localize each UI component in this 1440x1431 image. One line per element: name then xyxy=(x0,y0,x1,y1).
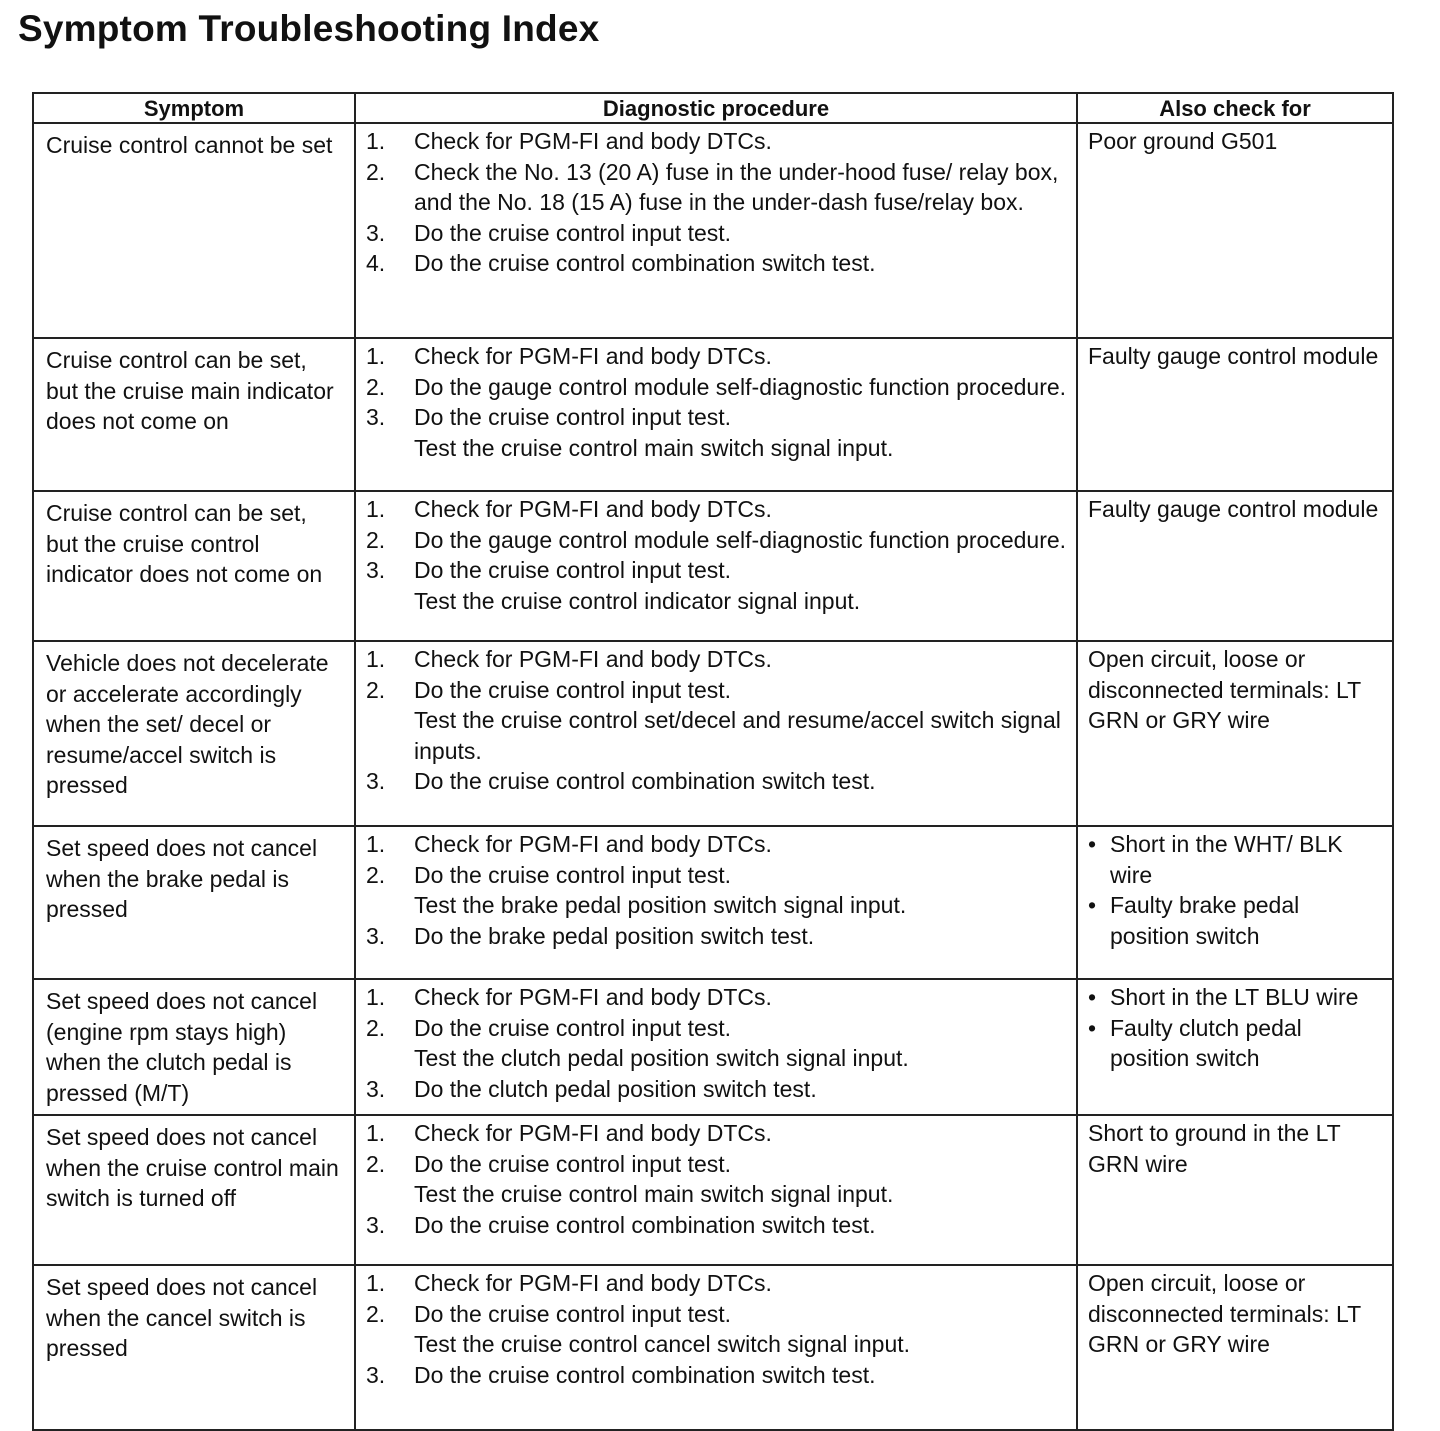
step-text: Do the cruise control input test. xyxy=(414,1014,732,1041)
step-text: Check for PGM-FI and body DTCs. xyxy=(414,831,772,857)
procedure-substep: Test the cruise control cancel switch signal input. xyxy=(414,1331,911,1357)
procedure-step xyxy=(366,248,1068,279)
header-diagnostic-procedure: Diagnostic procedure xyxy=(355,93,1077,123)
also-check-cell: Poor ground G501 xyxy=(1077,123,1393,338)
procedure-step xyxy=(366,644,1068,675)
procedure-step xyxy=(366,675,1068,706)
step-number: 1. xyxy=(366,984,386,1010)
step-text: Do the cruise control input test. xyxy=(414,1300,732,1327)
procedure-step xyxy=(366,766,1068,797)
procedure-step xyxy=(366,525,1068,556)
step-number: 1. xyxy=(366,128,386,154)
also-check-text: Faulty brake pedal position switch xyxy=(1110,892,1300,949)
procedure-substep: Test the brake pedal position switch signal input. xyxy=(414,892,907,918)
step-text: Do the cruise control combination switch test. xyxy=(414,250,876,276)
step-number: 3. xyxy=(366,1211,386,1238)
step-number: 3. xyxy=(366,404,386,430)
procedure-steps xyxy=(366,1118,1068,1240)
procedure-step xyxy=(366,1360,1068,1391)
table-row xyxy=(33,123,1393,338)
procedure-cell xyxy=(355,826,1077,979)
step-text: Check for PGM-FI and body DTCs. xyxy=(414,1120,772,1146)
bullet-icon: • xyxy=(1088,1014,1097,1041)
step-text: Do the cruise control input test. xyxy=(414,219,732,246)
also-check-item xyxy=(1088,890,1384,951)
step-number: 4. xyxy=(366,250,386,276)
step-text: Check for PGM-FI and body DTCs. xyxy=(414,128,772,154)
table-row xyxy=(33,1115,1393,1265)
step-number: 2. xyxy=(366,158,386,185)
procedure-step xyxy=(366,402,1068,433)
step-text: Check for PGM-FI and body DTCs. xyxy=(414,646,772,672)
procedure-step xyxy=(366,157,1068,218)
procedure-step xyxy=(366,341,1068,372)
step-number: 2. xyxy=(366,1150,386,1177)
step-text: Do the cruise control combination switch test. xyxy=(414,1361,876,1388)
table-row xyxy=(33,979,1393,1115)
procedure-steps xyxy=(366,644,1068,797)
step-number: 2. xyxy=(366,373,386,400)
symptom-cell: Cruise control can be set, but the cruise main indicator does not come on xyxy=(33,338,355,491)
procedure-substep: Test the cruise control main switch signal input. xyxy=(414,434,894,461)
step-text: Do the cruise control combination switch test. xyxy=(414,768,876,794)
procedure-substep: Test the clutch pedal position switch signal input. xyxy=(414,1045,909,1071)
step-number: 2. xyxy=(366,526,386,553)
step-number: 1. xyxy=(366,343,386,369)
also-check-cell xyxy=(1077,979,1393,1115)
symptom-cell: Cruise control cannot be set xyxy=(33,123,355,338)
also-check-cell: Short to ground in the LT GRN wire xyxy=(1077,1115,1393,1265)
step-text: Do the cruise control input test. xyxy=(414,404,732,430)
procedure-step xyxy=(366,829,1068,860)
step-number: 3. xyxy=(366,1361,386,1388)
also-check-list xyxy=(1088,982,1384,1074)
procedure-step xyxy=(366,494,1068,525)
table-row xyxy=(33,641,1393,826)
also-check-item xyxy=(1088,982,1384,1013)
step-text: Check for PGM-FI and body DTCs. xyxy=(414,984,772,1010)
procedure-step xyxy=(366,1074,1068,1105)
bullet-icon: • xyxy=(1088,892,1097,918)
step-number: 3. xyxy=(366,219,386,246)
procedure-substep: Test the cruise control indicator signal input. xyxy=(414,587,861,614)
step-text: Do the gauge control module self-diagnostic function procedure. xyxy=(414,526,1067,553)
procedure-steps xyxy=(366,341,1068,463)
table-row xyxy=(33,826,1393,979)
step-text: Do the cruise control input test. xyxy=(414,557,732,583)
also-check-item xyxy=(1088,1013,1384,1074)
step-number: 1. xyxy=(366,646,386,672)
table-row xyxy=(33,491,1393,641)
procedure-cell xyxy=(355,1265,1077,1430)
bullet-icon: • xyxy=(1088,984,1097,1010)
step-number: 1. xyxy=(366,831,386,857)
procedure-substep: Test the cruise control set/decel and resume/accel switch signal inputs. xyxy=(414,707,1061,764)
also-check-text: Faulty clutch pedal position switch xyxy=(1110,1014,1302,1071)
step-text: Check for PGM-FI and body DTCs. xyxy=(414,496,772,522)
step-number: 1. xyxy=(366,496,386,522)
bullet-icon: • xyxy=(1088,831,1097,857)
procedure-step xyxy=(366,982,1068,1013)
step-number: 2. xyxy=(366,676,386,703)
symptom-cell: Vehicle does not decelerate or accelerate accordingly when the set/ decel or resume/accel switch is pressed xyxy=(33,641,355,826)
also-check-list xyxy=(1088,829,1384,951)
page-title: Symptom Troubleshooting Index xyxy=(18,8,600,49)
step-number: 2. xyxy=(366,1300,386,1327)
procedure-cell xyxy=(355,491,1077,641)
step-number: 3. xyxy=(366,1075,386,1102)
procedure-steps xyxy=(366,494,1068,616)
procedure-step xyxy=(366,1210,1068,1241)
procedure-steps xyxy=(366,126,1068,279)
symptom-cell: Set speed does not cancel (engine rpm stays high) when the clutch pedal is pressed (M/T) xyxy=(33,979,355,1115)
procedure-step xyxy=(366,372,1068,403)
header-symptom: Symptom xyxy=(33,93,355,123)
also-check-item xyxy=(1088,829,1384,890)
symptom-cell: Cruise control can be set, but the cruise control indicator does not come on xyxy=(33,491,355,641)
also-check-cell: Faulty gauge control module xyxy=(1077,338,1393,491)
also-check-cell: Faulty gauge control module xyxy=(1077,491,1393,641)
symptom-cell: Set speed does not cancel when the cancel switch is pressed xyxy=(33,1265,355,1430)
also-check-cell xyxy=(1077,826,1393,979)
also-check-text: Short in the WHT/ BLK wire xyxy=(1110,831,1343,888)
procedure-step xyxy=(366,921,1068,952)
procedure-step xyxy=(366,555,1068,586)
step-text: Do the cruise control input test. xyxy=(414,676,732,703)
procedure-step xyxy=(366,1299,1068,1330)
procedure-cell xyxy=(355,641,1077,826)
procedure-step xyxy=(366,860,1068,891)
header-also-check-for: Also check for xyxy=(1077,93,1393,123)
step-text: Check the No. 13 (20 A) fuse in the under-hood fuse/ relay box, and the No. 18 (15 A) fuse in the under-dash fuse/relay box. xyxy=(414,158,1059,215)
step-number: 2. xyxy=(366,1014,386,1041)
procedure-cell xyxy=(355,123,1077,338)
also-check-cell: Open circuit, loose or disconnected terminals: LT GRN or GRY wire xyxy=(1077,1265,1393,1430)
step-text: Check for PGM-FI and body DTCs. xyxy=(414,1270,772,1296)
procedure-steps xyxy=(366,982,1068,1104)
step-number: 3. xyxy=(366,922,386,949)
procedure-step xyxy=(366,1013,1068,1044)
step-number: 2. xyxy=(366,861,386,888)
step-number: 3. xyxy=(366,768,386,794)
step-text: Do the cruise control input test. xyxy=(414,1150,732,1177)
also-check-cell: Open circuit, loose or disconnected terminals: LT GRN or GRY wire xyxy=(1077,641,1393,826)
symptom-cell: Set speed does not cancel when the brake pedal is pressed xyxy=(33,826,355,979)
table-row xyxy=(33,338,1393,491)
step-text: Do the brake pedal position switch test. xyxy=(414,922,815,949)
procedure-step xyxy=(366,1118,1068,1149)
procedure-step xyxy=(366,126,1068,157)
step-text: Do the cruise control combination switch test. xyxy=(414,1211,876,1238)
procedure-cell xyxy=(355,1115,1077,1265)
procedure-substep: Test the cruise control main switch signal input. xyxy=(414,1181,894,1207)
step-text: Do the cruise control input test. xyxy=(414,861,732,888)
procedure-steps xyxy=(366,829,1068,951)
procedure-cell xyxy=(355,338,1077,491)
procedure-step xyxy=(366,1268,1068,1299)
table-header-row xyxy=(33,93,1393,123)
symptom-cell: Set speed does not cancel when the cruise control main switch is turned off xyxy=(33,1115,355,1265)
table-row xyxy=(33,1265,1393,1430)
procedure-step xyxy=(366,1149,1068,1180)
also-check-text: Short in the LT BLU wire xyxy=(1110,984,1359,1010)
procedure-step xyxy=(366,218,1068,249)
step-number: 1. xyxy=(366,1270,386,1296)
procedure-steps xyxy=(366,1268,1068,1390)
procedure-cell xyxy=(355,979,1077,1115)
step-text: Check for PGM-FI and body DTCs. xyxy=(414,343,772,369)
step-text: Do the gauge control module self-diagnostic function procedure. xyxy=(414,373,1067,400)
step-text: Do the clutch pedal position switch test. xyxy=(414,1075,817,1102)
step-number: 3. xyxy=(366,557,386,583)
step-number: 1. xyxy=(366,1120,386,1146)
symptom-index-table xyxy=(32,92,1394,1431)
